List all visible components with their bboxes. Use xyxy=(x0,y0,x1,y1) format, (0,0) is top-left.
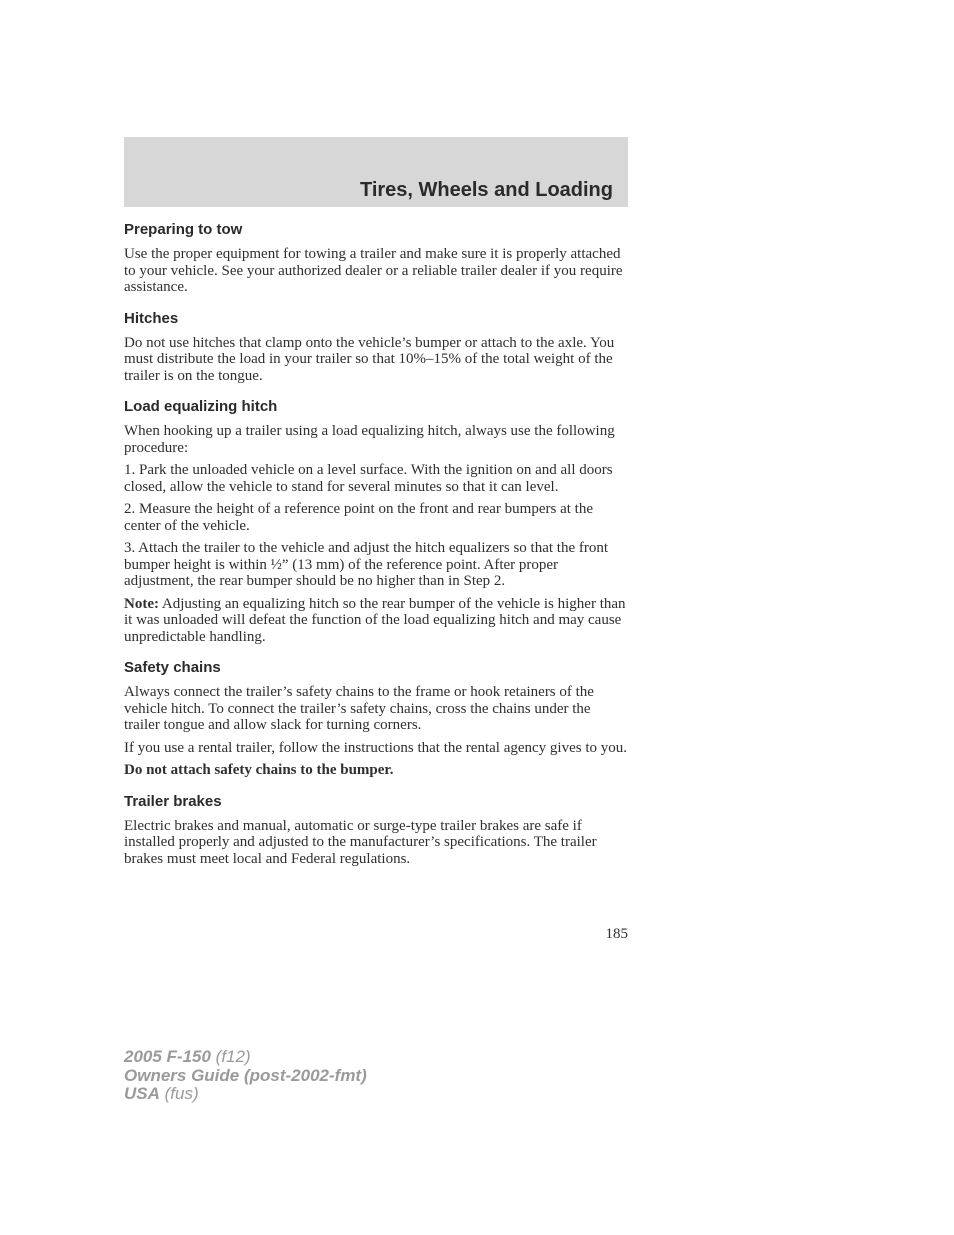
paragraph: Do not use hitches that clamp onto the vehicle’s bumper or attach to the axle. You must distribute the load in your trailer so that 10%–15% of the total weight of the trailer is on the tongue. xyxy=(124,334,615,384)
section-heading: Load equalizing hitch xyxy=(124,398,278,415)
section-safety-chains xyxy=(124,659,628,779)
chapter-title: Tires, Wheels and Loading xyxy=(359,179,613,201)
chapter-header-band xyxy=(124,137,628,207)
section-trailer-brakes xyxy=(124,793,628,868)
footer-line-model xyxy=(124,1048,367,1067)
section-heading: Safety chains xyxy=(124,659,221,676)
note-text: Adjusting an equalizing hitch so the rear bumper of the vehicle is higher than it was unloaded will defeat the function of the load equalizing hitch and may cause unpredictable handling. xyxy=(124,595,626,645)
footer-line-market xyxy=(124,1085,367,1104)
warning-text: Do not attach safety chains to the bumper. xyxy=(124,762,394,778)
procedure-step-1: 1. Park the unloaded vehicle on a level surface. With the ignition on and all doors closed, allow the vehicle to stand for several minutes so that it can level. xyxy=(124,462,613,495)
note-paragraph xyxy=(124,596,628,646)
procedure-step-2: 2. Measure the height of a reference point on the front and rear bumpers at the center of the vehicle. xyxy=(124,501,593,534)
section-heading: Preparing to tow xyxy=(124,221,243,238)
document-footer xyxy=(124,1048,367,1104)
note-label: Note: xyxy=(124,595,159,612)
paragraph: Electric brakes and manual, automatic or surge-type trailer brakes are safe if installed properly and adjusted to the manufacturer’s specifications. The trailer brakes must meet local and Federal regulations. xyxy=(124,817,597,867)
paragraph: Always connect the trailer’s safety chains to the frame or hook retainers of the vehicle hitch. To connect the trailer’s safety chains, cross the chains under the trailer tongue and allow slack for turning corners. xyxy=(124,684,594,733)
paragraph: If you use a rental trailer, follow the instructions that the rental agency gives to you. xyxy=(124,739,627,756)
footer-line-guide xyxy=(124,1067,367,1086)
page-content xyxy=(124,221,628,881)
section-hitches xyxy=(124,310,628,385)
section-preparing-to-tow xyxy=(124,221,628,296)
page-number: 185 xyxy=(605,926,628,942)
footer-model: 2005 F-150 xyxy=(124,1047,211,1066)
section-heading: Hitches xyxy=(124,309,179,327)
procedure-step-3: 3. Attach the trailer to the vehicle and adjust the hitch equalizers so that the front bumper height is within ½” (13 mm) of the reference point. After proper adjustment, the rear bumper should be no higher than in Step 2. xyxy=(124,540,609,589)
paragraph: When hooking up a trailer using a load equalizing hitch, always use the following procedure: xyxy=(124,423,615,456)
paragraph: Use the proper equipment for towing a trailer and make sure it is properly attached to your vehicle. See your authorized dealer or a reliable trailer dealer if you require assistance. xyxy=(124,246,623,295)
section-heading: Trailer brakes xyxy=(124,792,222,810)
footer-market-code: (fus) xyxy=(159,1084,199,1103)
section-load-equalizing-hitch xyxy=(124,398,628,645)
footer-guide: Owners Guide (post-2002-fmt) xyxy=(124,1065,367,1085)
footer-model-code: (f12) xyxy=(210,1047,251,1066)
footer-market: USA xyxy=(124,1084,160,1103)
